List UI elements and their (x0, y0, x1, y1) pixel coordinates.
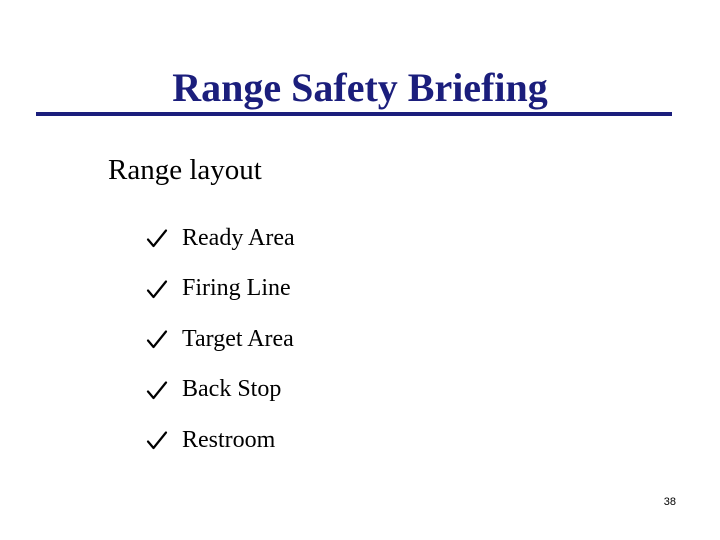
list-item (145, 213, 295, 264)
page-number: 38 (663, 496, 676, 508)
section-heading: Range layout (108, 154, 262, 186)
check-icon (145, 428, 169, 452)
list-item-label: Restroom (182, 426, 276, 453)
list-item (145, 415, 295, 466)
title-underline (36, 112, 672, 116)
check-icon (145, 378, 169, 402)
bullet-list (145, 213, 295, 466)
list-item (145, 264, 295, 315)
list-item-label: Ready Area (182, 224, 295, 251)
slide-title: Range Safety Briefing (172, 65, 548, 110)
list-item (145, 365, 295, 416)
list-item-label: Firing Line (182, 275, 291, 302)
check-icon (145, 226, 169, 250)
list-item (145, 314, 295, 365)
list-item-label: Back Stop (182, 376, 282, 403)
list-item-label: Target Area (182, 325, 294, 352)
check-icon (145, 327, 169, 351)
check-icon (145, 277, 169, 301)
